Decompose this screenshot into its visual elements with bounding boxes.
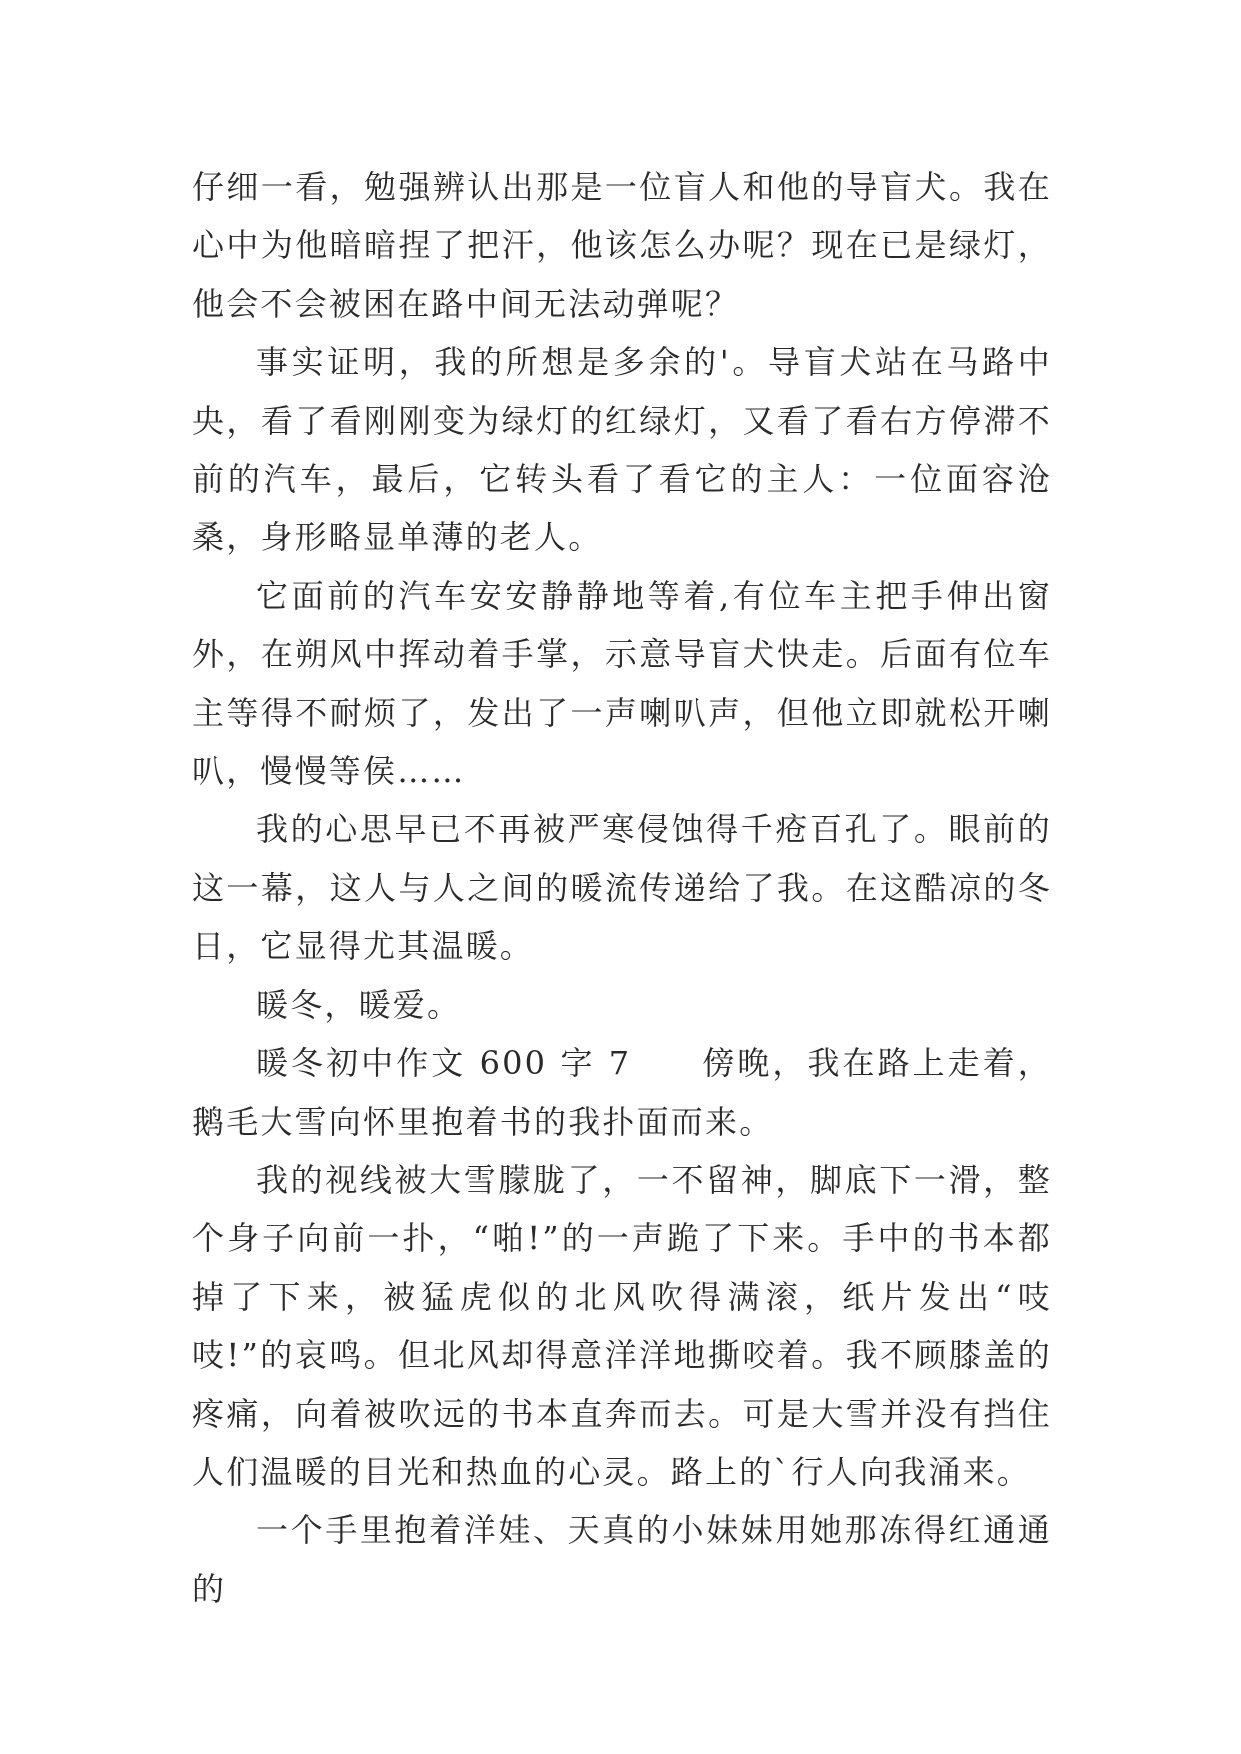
paragraph-8: 一个手里抱着洋娃、天真的小妹妹用她那冻得红通通的 [192, 1511, 1052, 1608]
paragraph-6: 暖冬初中作文 600 字 7 傍晚，我在路上走着，鹅毛大雪向怀里抱着书的我扑面而来。 [192, 1044, 1052, 1141]
paragraph-2: 事实证明，我的所想是多余的'。导盲犬站在马路中央，看了看刚刚变为绿灯的红绿灯，又看了看右方停滞不前的汽车，最后，它转头看了看它的主人：一位面容沧桑，身形略显单薄的老人。 [192, 343, 1052, 557]
paragraph-7: 我的视线被大雪朦胧了，一不留神，脚底下一滑，整个身子向前一扑，“啪!”的一声跪了下来。手中的书本都掉了下来，被猛虎似的北风吹得满滚，纸片发出“吱吱!”的哀鸣。但北风却得意洋洋地撕咬着。我不顾膝盖的疼痛，向着被吹远的书本直奔而去。可是大雪并没有挡住人们温暖的目光和热血的心灵。路上的`行人向我涌来。 [192, 1160, 1052, 1491]
paragraph-5: 暖冬，暖爱。 [256, 985, 462, 1024]
paragraph-4: 我的心思早已不再被严寒侵蚀得千疮百孔了。眼前的这一幕，这人与人之间的暖流传递给了我。在这酷凉的冬日，它显得尤其温暖。 [192, 810, 1052, 966]
paragraph-1: 仔细一看，勉强辨认出那是一位盲人和他的导盲犬。我在心中为他暗暗捏了把汗，他该怎么办呢？现在已是绿灯，他会不会被困在路中间无法动弹呢？ [192, 168, 1052, 323]
article-body [192, 158, 1052, 1618]
paragraph-3: 它面前的汽车安安静静地等着,有位车主把手伸出窗外，在朔风中挥动着手掌，示意导盲犬快走。后面有位车主等得不耐烦了，发出了一声喇叭声，但他立即就松开喇叭，慢慢等侯…… [192, 576, 1052, 791]
